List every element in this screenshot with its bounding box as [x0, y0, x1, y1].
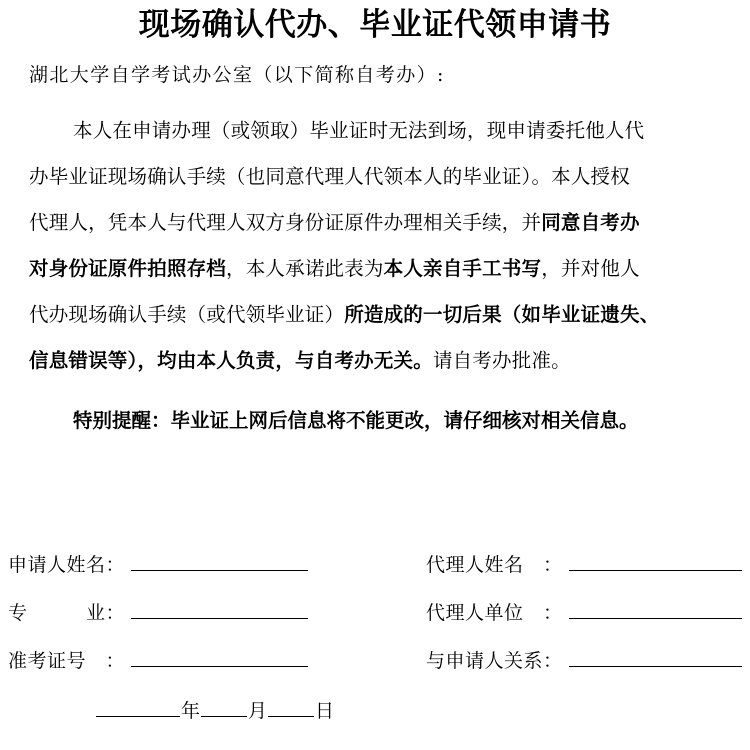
field-exam-number — [8, 644, 308, 674]
signature-date-line — [96, 696, 335, 725]
emphasis-text: 对身份证原件拍照存档 — [29, 257, 227, 280]
date-year-unit: 年 — [181, 700, 201, 722]
field-applicant-name — [8, 548, 308, 578]
field-label: 代理人单位 ： — [426, 602, 563, 624]
plain-text: 代办现场确认手续（或代领毕业证） — [29, 303, 345, 326]
relationship-input[interactable] — [569, 644, 742, 667]
body-paragraph — [29, 108, 729, 384]
plain-text: ，并对他人 — [541, 257, 640, 280]
page-title: 现场确认代办、毕业证代领申请书 — [138, 7, 612, 43]
date-month-unit: 月 — [248, 700, 268, 722]
date-day-unit: 日 — [315, 700, 335, 722]
date-year-input[interactable] — [96, 696, 180, 717]
field-label: 准考证号 ： — [8, 650, 126, 672]
body-line — [29, 200, 729, 246]
date-day-input[interactable] — [268, 696, 314, 717]
emphasis-text: 信息错误等），均由本人负责，与自考办无关。 — [29, 349, 433, 372]
date-month-input[interactable] — [201, 696, 247, 717]
plain-text: 本人在申请办理（或领取）毕业证时无法到场，现申请委托他人代 — [73, 119, 645, 142]
field-label: 与申请人关系： — [426, 650, 563, 672]
field-label: 申请人姓名： — [8, 554, 126, 576]
major-input[interactable] — [131, 596, 308, 619]
field-agent-organization — [426, 596, 742, 626]
plain-text: 办毕业证现场确认手续（也同意代理人代领本人的毕业证）。本人授权 — [29, 165, 630, 188]
salutation-line: 湖北大学自学考试办公室（以下简称自考办）: — [29, 64, 445, 86]
body-line — [29, 108, 729, 154]
plain-text: ，本人承诺此表为 — [226, 257, 384, 280]
field-agent-name — [426, 548, 742, 578]
body-line — [29, 292, 729, 338]
field-label: 代理人姓名 ： — [426, 554, 563, 576]
form-fields — [0, 548, 750, 698]
agent-organization-input[interactable] — [569, 596, 742, 619]
body-line — [29, 246, 729, 292]
applicant-name-input[interactable] — [131, 548, 308, 571]
body-line — [29, 154, 729, 200]
plain-text: 请自考办批准。 — [432, 349, 571, 372]
emphasis-text: 本人亲自手工书写 — [383, 257, 542, 280]
body-line — [29, 338, 729, 384]
emphasis-text: 同意自考办 — [541, 211, 640, 234]
field-label: 专 业： — [8, 602, 126, 624]
plain-text: 代理人，凭本人与代理人双方身份证原件办理相关手续，并 — [29, 211, 542, 234]
agent-name-input[interactable] — [569, 548, 742, 571]
field-major — [8, 596, 308, 626]
special-notice: 特别提醒：毕业证上网后信息将不能更改，请仔细核对相关信息。 — [73, 409, 639, 432]
field-relationship — [426, 644, 742, 674]
exam-number-input[interactable] — [131, 644, 308, 667]
emphasis-text: 所造成的一切后果（如毕业证遗失、 — [344, 303, 660, 326]
